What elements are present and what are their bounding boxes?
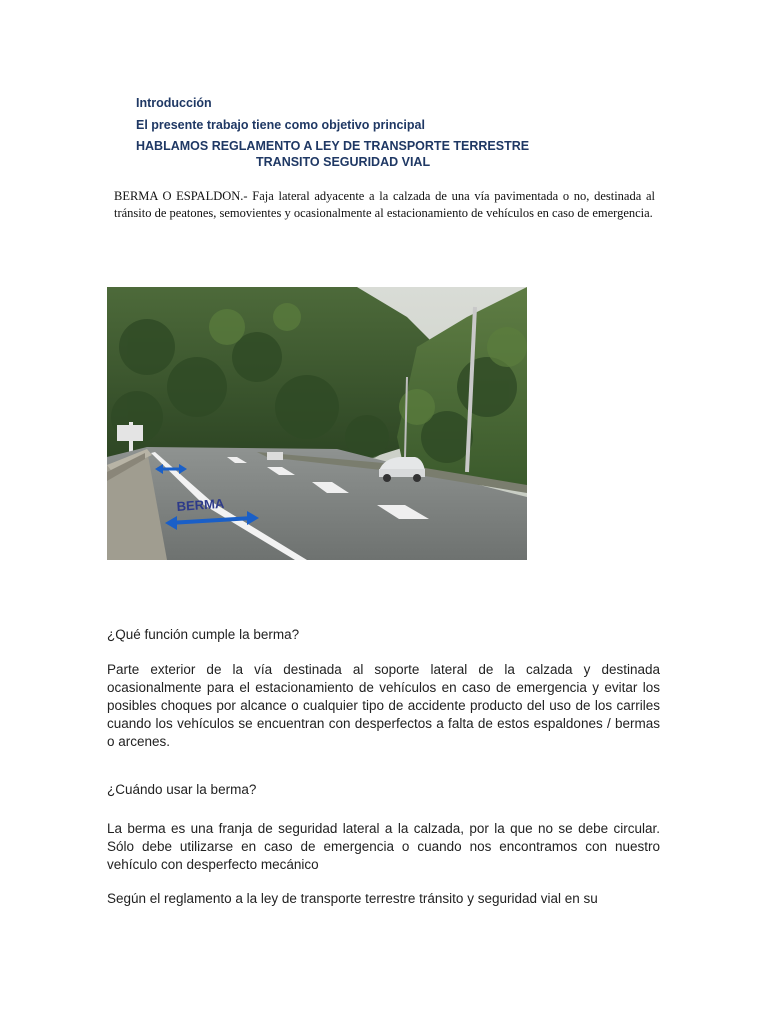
intro-heading: Introducción: [136, 96, 212, 110]
berma-photo-label: BERMA: [176, 495, 225, 514]
objective-heading: El presente trabajo tiene como objetivo principal: [136, 118, 425, 132]
document-title-line-2: TRANSITO SEGURIDAD VIAL: [256, 155, 431, 169]
document-title-line-1: HABLAMOS REGLAMENTO A LEY DE TRANSPORTE TERRESTRE: [136, 139, 530, 153]
road-berma-photo: [107, 287, 527, 560]
berma-definition: BERMA O ESPALDON.- Faja lateral adyacente a la calzada de una vía pavimentada o no, destinada al tránsito de peatones, semovientes y ocasionalmente al estacionamiento de vehículos en caso de emergencia.: [114, 189, 655, 220]
answer-when-use-berma: La berma es una franja de seguridad lateral a la calzada, por la que no se debe circular. Sólo debe utilizarse en caso de emergencia o cuando nos encontramos con nuestro vehículo con desperfecto mecánico: [107, 821, 660, 872]
question-berma-function: ¿Qué función cumple la berma?: [107, 627, 300, 642]
question-when-use-berma: ¿Cuándo usar la berma?: [107, 782, 257, 797]
closing-paragraph: Según el reglamento a la ley de transporte terrestre tránsito y seguridad vial en su: [107, 891, 598, 906]
answer-berma-function: Parte exterior de la vía destinada al soporte lateral de la calzada y destinada ocasionalmente para el estacionamiento de vehículos en caso de emergencia y evitar los posibles choques por alcance o cualquier tipo de accidente producto del uso de los carriles cuando los vehículos se encuentran con desperfectos a falta de estos espaldones / bermas o arcenes.: [107, 662, 660, 749]
